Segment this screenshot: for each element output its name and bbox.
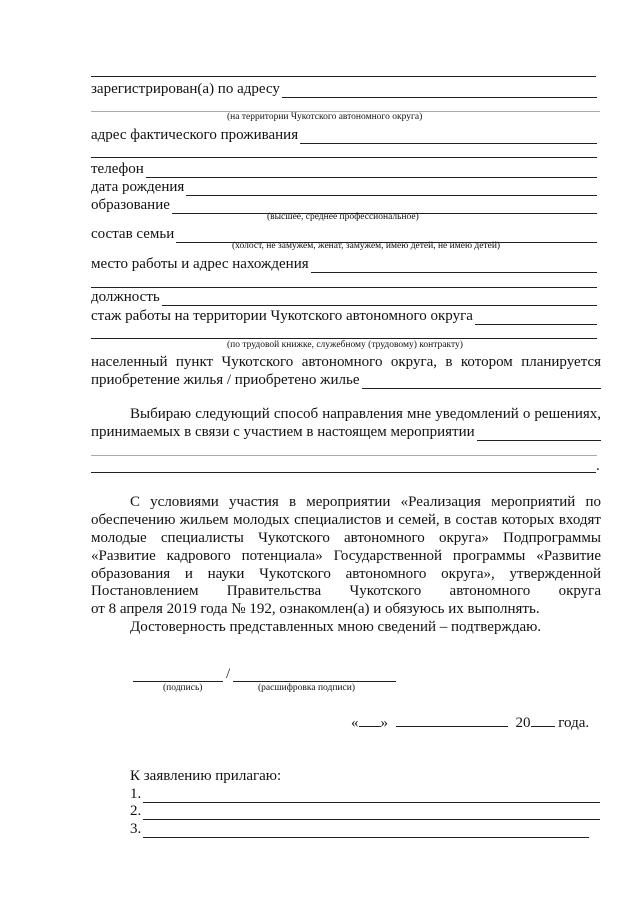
date-line [351,712,589,732]
notification-field[interactable] [91,423,601,441]
attachment-number-1: 1. [130,786,142,802]
registered-address-label: зарегистрирован(а) по адресу [91,81,280,97]
date-month-field[interactable] [396,712,508,727]
education-label: образование [91,197,170,213]
date-year-suffix: года. [558,715,590,731]
position-label: должность [91,289,160,305]
phone-label: телефон [91,161,144,177]
conditions-line-7: от 8 апреля 2019 года № 192, ознакомлен(а) и обязуюсь их выполнять. [91,601,540,617]
position-field[interactable] [91,288,597,306]
experience-hint: (по трудовой книжке, служебному (трудовому) контракту) [227,340,463,350]
notification-end-mark: . [596,458,600,474]
registered-address-field[interactable] [91,80,597,98]
attachments-title: К заявлению прилагаю: [130,768,282,784]
date-year-prefix: 20 [515,715,531,731]
conditions-line-3: молодые специалисты Чукотского автономного округа» Подпрограммы [91,530,601,546]
notification-line-1: Выбираю следующий способ направления мне уведомлений о решениях, [130,406,601,422]
signature-line[interactable] [133,681,223,682]
date-close-quote: » [380,715,388,731]
actual-address-label: адрес фактического проживания [91,127,299,143]
attachment-item-3[interactable] [130,820,589,838]
experience-line-2[interactable] [91,338,597,339]
actual-address-field[interactable] [91,126,597,144]
attachment-number-2: 2. [130,803,142,819]
notification-line-2[interactable] [91,455,597,456]
settlement-field[interactable] [91,371,601,389]
signature-decode-hint: (расшифровка подписи) [258,683,355,693]
attachment-item-2[interactable] [130,802,600,820]
notification-line-3[interactable] [91,472,596,473]
workplace-field[interactable] [91,255,597,273]
date-open-quote: « [351,715,359,731]
conditions-line-4: «Развитие кадрового потенциала» Государственной программы «Развитие [91,548,601,564]
signature-slash: / [226,666,231,682]
actual-address-line-2[interactable] [91,157,597,158]
attachment-item-1[interactable] [130,785,600,803]
notification-label: принимаемых в связи с участием в настоящем мероприятии [91,424,475,440]
signature-decode-line[interactable] [233,681,396,682]
conditions-line-1: С условиями участия в мероприятии «Реализация мероприятий по [130,494,601,510]
registered-address-hint: (на территории Чукотского автономного округа) [227,112,423,122]
family-label: состав семьи [91,226,175,242]
confirm-statement: Достоверность представленных мною сведений – подтверждаю. [130,619,542,635]
settlement-line-1: населенный пункт Чукотского автономного округа, в котором планируется [91,354,601,370]
date-day-field[interactable] [359,712,381,727]
date-year-field[interactable] [531,712,555,727]
family-hint: (холост, не замужем, женат, замужем, имею детей, не имею детей) [232,241,501,251]
signature-hint: (подпись) [163,683,203,693]
experience-label: стаж работы на территории Чукотского автономного округа [91,308,473,324]
workplace-label: место работы и адрес нахождения [91,256,309,272]
phone-field[interactable] [91,160,597,178]
conditions-line-2: обеспечению жильем молодых специалистов и семей, в состав которых входят [91,512,601,528]
top-blank-line[interactable] [91,76,596,77]
birth-date-label: дата рождения [91,179,185,195]
attachment-number-3: 3. [130,821,142,837]
conditions-line-5: образования и науки Чукотского автономного округа», утвержденной [91,566,601,582]
education-hint: (высшее, среднее профессиональное) [267,212,419,222]
settlement-label: приобретение жилья / приобретено жилье [91,372,360,388]
birth-date-field[interactable] [91,178,597,196]
experience-field[interactable] [91,307,597,325]
conditions-line-6: Постановлением Правительства Чукотского автономного округа [91,583,601,599]
